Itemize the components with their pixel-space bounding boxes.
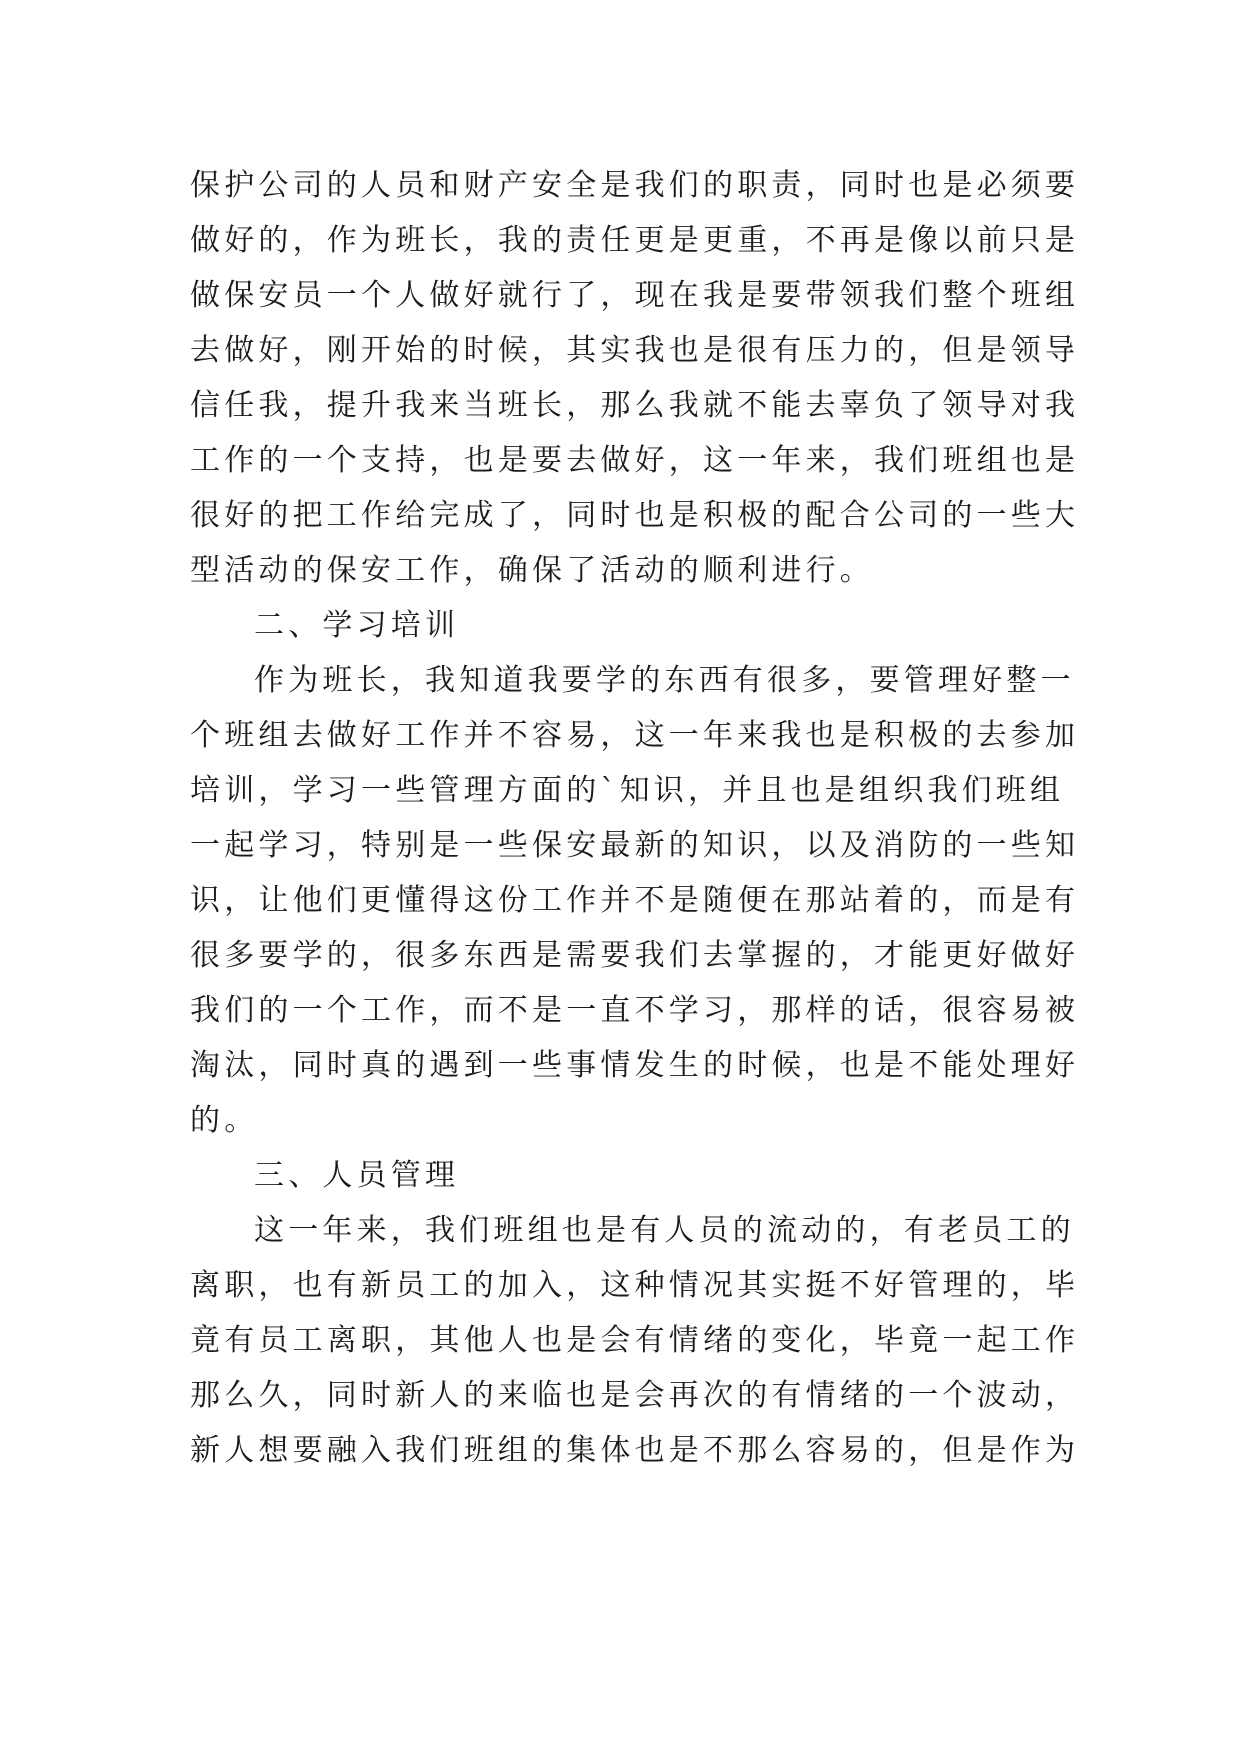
- body-text-line: 我们的一个工作，而不是一直不学习，那样的话，很容易被: [190, 993, 1080, 1028]
- body-text-line: 很多要学的，很多东西是需要我们去掌握的，才能更好做好: [190, 938, 1080, 973]
- body-text-line: 离职，也有新员工的加入，这种情况其实挺不好管理的，毕: [190, 1268, 1080, 1303]
- body-text-line: 保护公司的人员和财产安全是我们的职责，同时也是必须要: [190, 168, 1080, 203]
- body-text-line: 淘汰，同时真的遇到一些事情发生的时候，也是不能处理好: [190, 1048, 1080, 1083]
- body-text-line: 一起学习，特别是一些保安最新的知识，以及消防的一些知: [190, 828, 1080, 863]
- document-body: [190, 158, 1080, 1478]
- body-text-line: 信任我，提升我来当班长，那么我就不能去辜负了领导对我: [190, 388, 1080, 423]
- body-text-line: 工作的一个支持，也是要去做好，这一年来，我们班组也是: [190, 443, 1080, 478]
- body-text-line: 的。: [190, 1103, 259, 1138]
- paragraph-first-line: 作为班长，我知道我要学的东西有很多，要管理好整一: [254, 663, 1075, 698]
- body-text-line: 个班组去做好工作并不容易，这一年来我也是积极的去参加: [190, 718, 1080, 753]
- body-text-line: 做好的，作为班长，我的责任更是更重，不再是像以前只是: [190, 223, 1080, 258]
- body-text-line: 很好的把工作给完成了，同时也是积极的配合公司的一些大: [190, 498, 1080, 533]
- section-heading: 三、人员管理: [254, 1158, 460, 1193]
- section-heading: 二、学习培训: [254, 608, 460, 643]
- body-text-line: 做保安员一个人做好就行了，现在我是要带领我们整个班组: [190, 278, 1080, 313]
- body-text-line: 新人想要融入我们班组的集体也是不那么容易的，但是作为: [190, 1433, 1080, 1468]
- body-text-line: 识，让他们更懂得这份工作并不是随便在那站着的，而是有: [190, 883, 1080, 918]
- body-text-line: 竟有员工离职，其他人也是会有情绪的变化，毕竟一起工作: [190, 1323, 1080, 1358]
- body-text-line: 培训，学习一些管理方面的`知识，并且也是组织我们班组: [190, 773, 1065, 808]
- body-text-line: 型活动的保安工作，确保了活动的顺利进行。: [190, 553, 874, 588]
- body-text-line: 去做好，刚开始的时候，其实我也是很有压力的，但是领导: [190, 333, 1080, 368]
- paragraph-first-line: 这一年来，我们班组也是有人员的流动的，有老员工的: [254, 1213, 1075, 1248]
- body-text-line: 那么久，同时新人的来临也是会再次的有情绪的一个波动，: [190, 1378, 1080, 1413]
